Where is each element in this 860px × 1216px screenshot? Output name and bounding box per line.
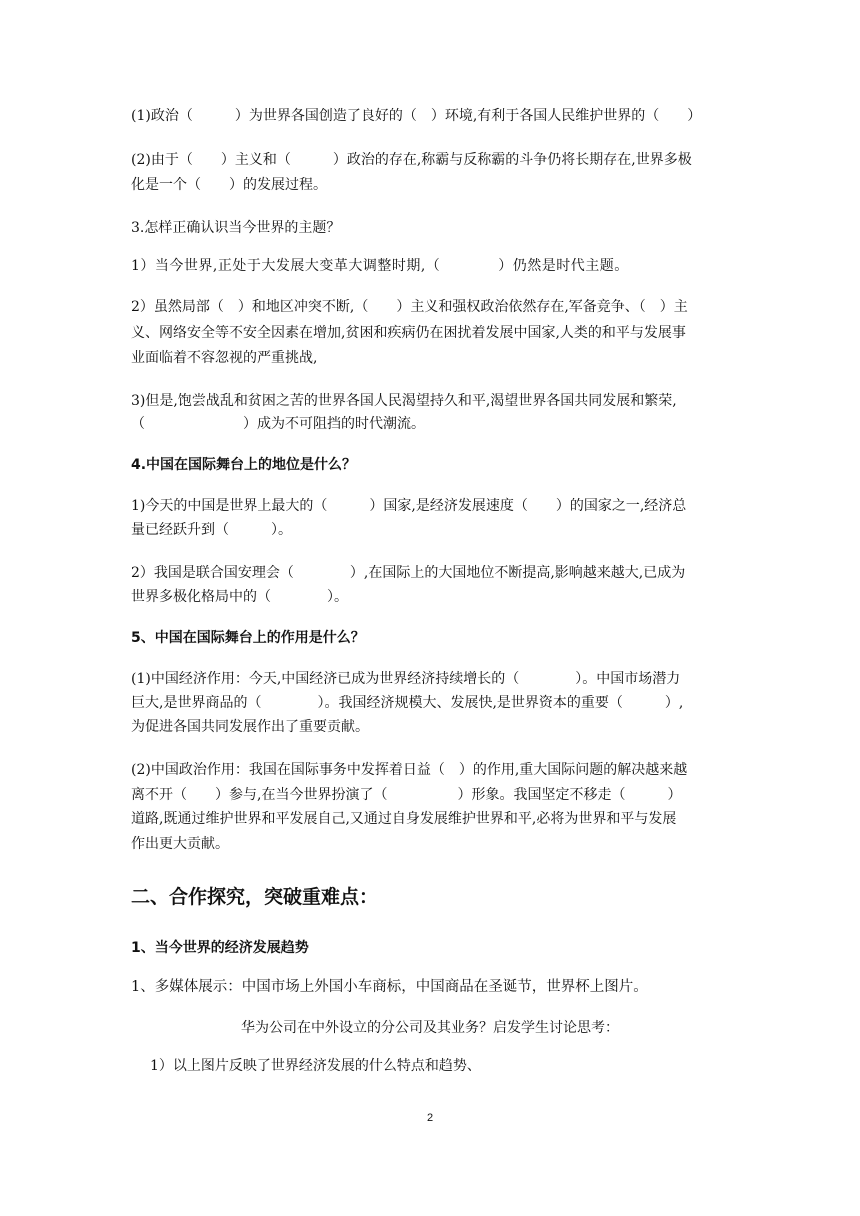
text-line: (1)中国经济作用：今天,中国经济已成为世界经济持续增长的（ ）。中国市场潜力 — [131, 671, 681, 687]
text-line: (2)中国政治作用：我国在国际事务中发挥着日益（ ）的作用,重大国际问题的解决越来越 — [131, 762, 688, 778]
text-line: 道路,既通过维护世界和平发展自己,又通过自身发展维护世界和平,必将为世界和平与发展 — [131, 811, 677, 827]
page-number: 2 — [426, 1112, 434, 1124]
text-line: 华为公司在中外设立的分公司及其业务？启发学生讨论思考： — [241, 1020, 619, 1036]
question-heading: 5、中国在国际舞台上的作用是什么？ — [131, 630, 365, 646]
text-line: 1）以上图片反映了世界经济发展的什么特点和趋势、 — [150, 1058, 481, 1074]
text-line: 义、网络安全等不安全因素在增加,贫困和疾病仍在困扰着发展中国家,人类的和平与发展事 — [131, 325, 686, 341]
text-line: (2)由于（ ）主义和（ ）政治的存在,称霸与反称霸的斗争仍将长期存在,世界多极 — [131, 152, 692, 168]
text-line: 为促进各国共同发展作出了重要贡献。 — [131, 719, 369, 735]
text-line: 3)但是,饱尝战乱和贫困之苦的世界各国人民渴望持久和平,渴望世界各国共同发展和繁荣, — [131, 393, 677, 409]
text-line: （ ）成为不可阻挡的时代潮流。 — [131, 416, 425, 432]
text-line: 1）当今世界,正处于大发展大变革大调整时期,（ ）仍然是时代主题。 — [131, 258, 629, 274]
text-line: 1、多媒体展示：中国市场上外国小车商标，中国商品在圣诞节，世界杯上图片。 — [131, 979, 648, 995]
text-line: 业面临着不容忽视的严重挑战, — [131, 350, 318, 366]
question-heading: 3.怎样正确认识当今世界的主题？ — [131, 220, 341, 236]
question-heading: 4.中国在国际舞台上的地位是什么？ — [131, 457, 357, 473]
text-line: 2）我国是联合国安理会（ ）,在国际上的大国地位不断提高,影响越来越大,已成为 — [131, 565, 686, 581]
text-line: (1)政治（ ）为世界各国创造了良好的（ ）环境,有利于各国人民维护世界的（ ） — [131, 108, 702, 124]
text-line: 巨大,是世界商品的（ ）。我国经济规模大、发展快,是世界资本的重要（ ）, — [131, 695, 684, 711]
text-line: 化是一个（ ）的发展过程。 — [131, 177, 327, 193]
text-line: 作出更大贡献。 — [131, 836, 229, 852]
text-line: 量已经跃升到（ ）。 — [131, 522, 292, 538]
text-line: 1)今天的中国是世界上最大的（ ）国家,是经济发展速度（ ）的国家之一,经济总 — [131, 498, 687, 514]
subsection-heading: 1、当今世界的经济发展趋势 — [131, 940, 309, 956]
text-line: 世界多极化格局中的（ ）。 — [131, 589, 348, 605]
text-line: 离不开（ ）参与,在当今世界扮演了（ ）形象。我国坚定不移走（ ） — [131, 787, 682, 803]
section-heading: 二、合作探究，突破重难点： — [131, 886, 379, 908]
text-line: 2）虽然局部（ ）和地区冲突不断,（ ）主义和强权政治依然存在,军备竞争、（ ）主 — [131, 299, 688, 315]
